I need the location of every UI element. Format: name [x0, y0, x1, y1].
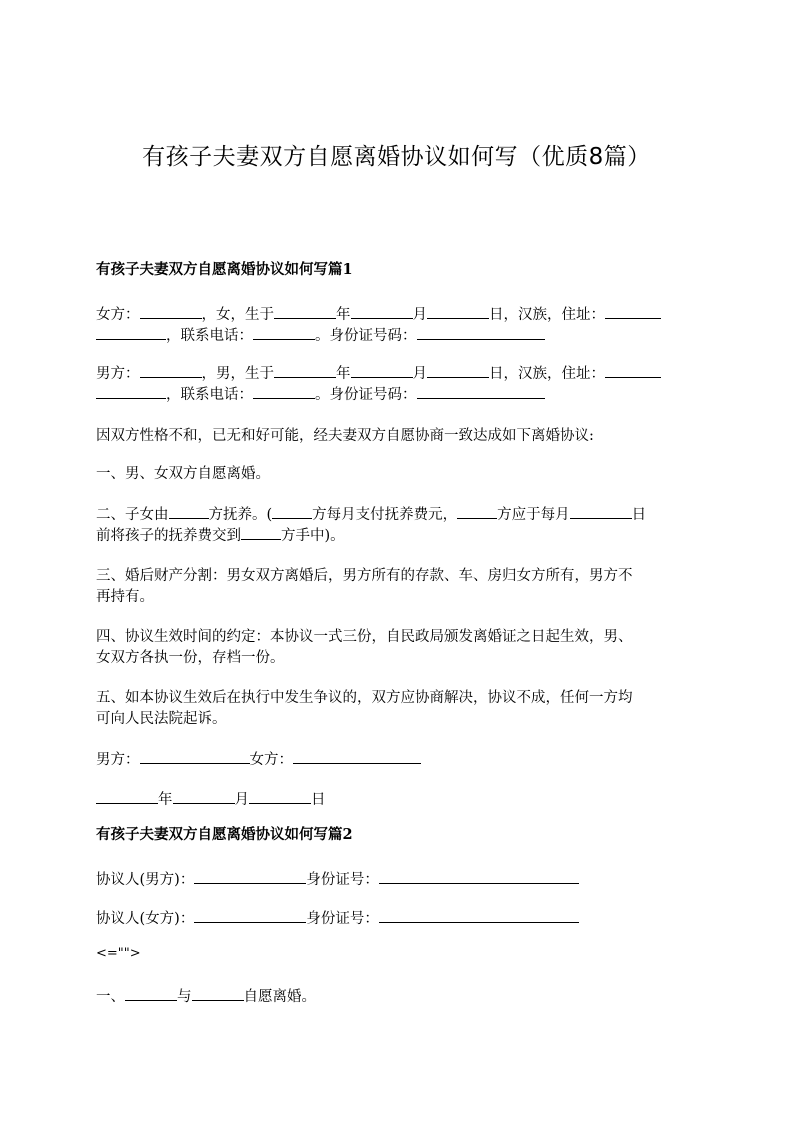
- blank-field: [140, 749, 250, 764]
- clause-5: 五、如本协议生效后在执行中发生争议的，双方应协商解决，协议不成，任何一方均: [96, 690, 633, 706]
- blank-field: [253, 384, 315, 399]
- blank-field: [194, 908, 306, 923]
- clause-5-cont: 可向人民法院起诉。: [96, 711, 227, 727]
- code-fragment: <="">: [96, 946, 141, 961]
- blank-field: [293, 749, 421, 764]
- clause-4-cont: 女双方各执一份，存档一份。: [96, 650, 285, 666]
- male-party-line-cont: ，联系电话： 。身份证号码：: [96, 384, 545, 405]
- male-party-line: 男方： ，男，生于 年 月 日，汉族，住址：: [96, 363, 661, 384]
- blank-field: [274, 304, 336, 319]
- blank-field: [274, 363, 336, 378]
- blank-field: [96, 384, 166, 399]
- blank-field: [379, 869, 579, 884]
- section2-clause-1: 一、 与 自愿离婚。: [96, 986, 316, 1007]
- clause-2: 二、子女由 方抚养。( 方每月支付抚养费元， 方应于每月 日: [96, 504, 646, 525]
- intro-paragraph: 因双方性格不和，已无和好可能，经夫妻双方自愿协商一致达成如下离婚协议:: [96, 428, 594, 444]
- document-title: 有孩子夫妻双方自愿离婚协议如何写（优质8篇）: [142, 144, 651, 170]
- blank-field: [605, 363, 661, 378]
- clause-3-cont: 再持有。: [96, 589, 154, 605]
- clause-2-cont: 前将孩子的抚养费交到 方手中)。: [96, 525, 345, 546]
- blank-field: [125, 986, 177, 1001]
- blank-field: [417, 384, 545, 399]
- blank-field: [140, 304, 202, 319]
- female-party-line: 女方： ，女，生于 年 月 日，汉族，住址：: [96, 304, 661, 325]
- blank-field: [272, 504, 312, 519]
- blank-field: [241, 525, 281, 540]
- date-line: 年 月 日: [96, 789, 326, 810]
- blank-field: [379, 908, 579, 923]
- blank-field: [427, 363, 489, 378]
- blank-field: [417, 325, 545, 340]
- section-heading-2: 有孩子夫妻双方自愿离婚协议如何写篇2: [96, 826, 353, 843]
- blank-field: [351, 304, 413, 319]
- clause-1: 一、男、女双方自愿离婚。: [96, 466, 270, 482]
- female-party-line-cont: ，联系电话： 。身份证号码：: [96, 325, 545, 346]
- section-heading-1: 有孩子夫妻双方自愿离婚协议如何写篇1: [96, 261, 353, 278]
- blank-field: [96, 325, 166, 340]
- clause-3: 三、婚后财产分割：男女双方离婚后，男方所有的存款、车、房归女方所有，男方不: [96, 568, 633, 584]
- clause-4: 四、协议生效时间的约定：本协议一式三份，自民政局颁发离婚证之日起生效，男、: [96, 629, 633, 645]
- blank-field: [173, 789, 235, 804]
- blank-field: [96, 789, 158, 804]
- blank-field: [192, 986, 244, 1001]
- blank-field: [194, 869, 306, 884]
- blank-field: [249, 789, 311, 804]
- blank-field: [605, 304, 661, 319]
- signature-line: 男方： 女方：: [96, 749, 421, 770]
- blank-field: [253, 325, 315, 340]
- blank-field: [351, 363, 413, 378]
- party-female-line: 协议人(女方)： 身份证号：: [96, 908, 579, 929]
- blank-field: [457, 504, 497, 519]
- blank-field: [427, 304, 489, 319]
- blank-field: [140, 363, 202, 378]
- party-male-line: 协议人(男方)： 身份证号：: [96, 869, 579, 890]
- blank-field: [169, 504, 209, 519]
- blank-field: [570, 504, 632, 519]
